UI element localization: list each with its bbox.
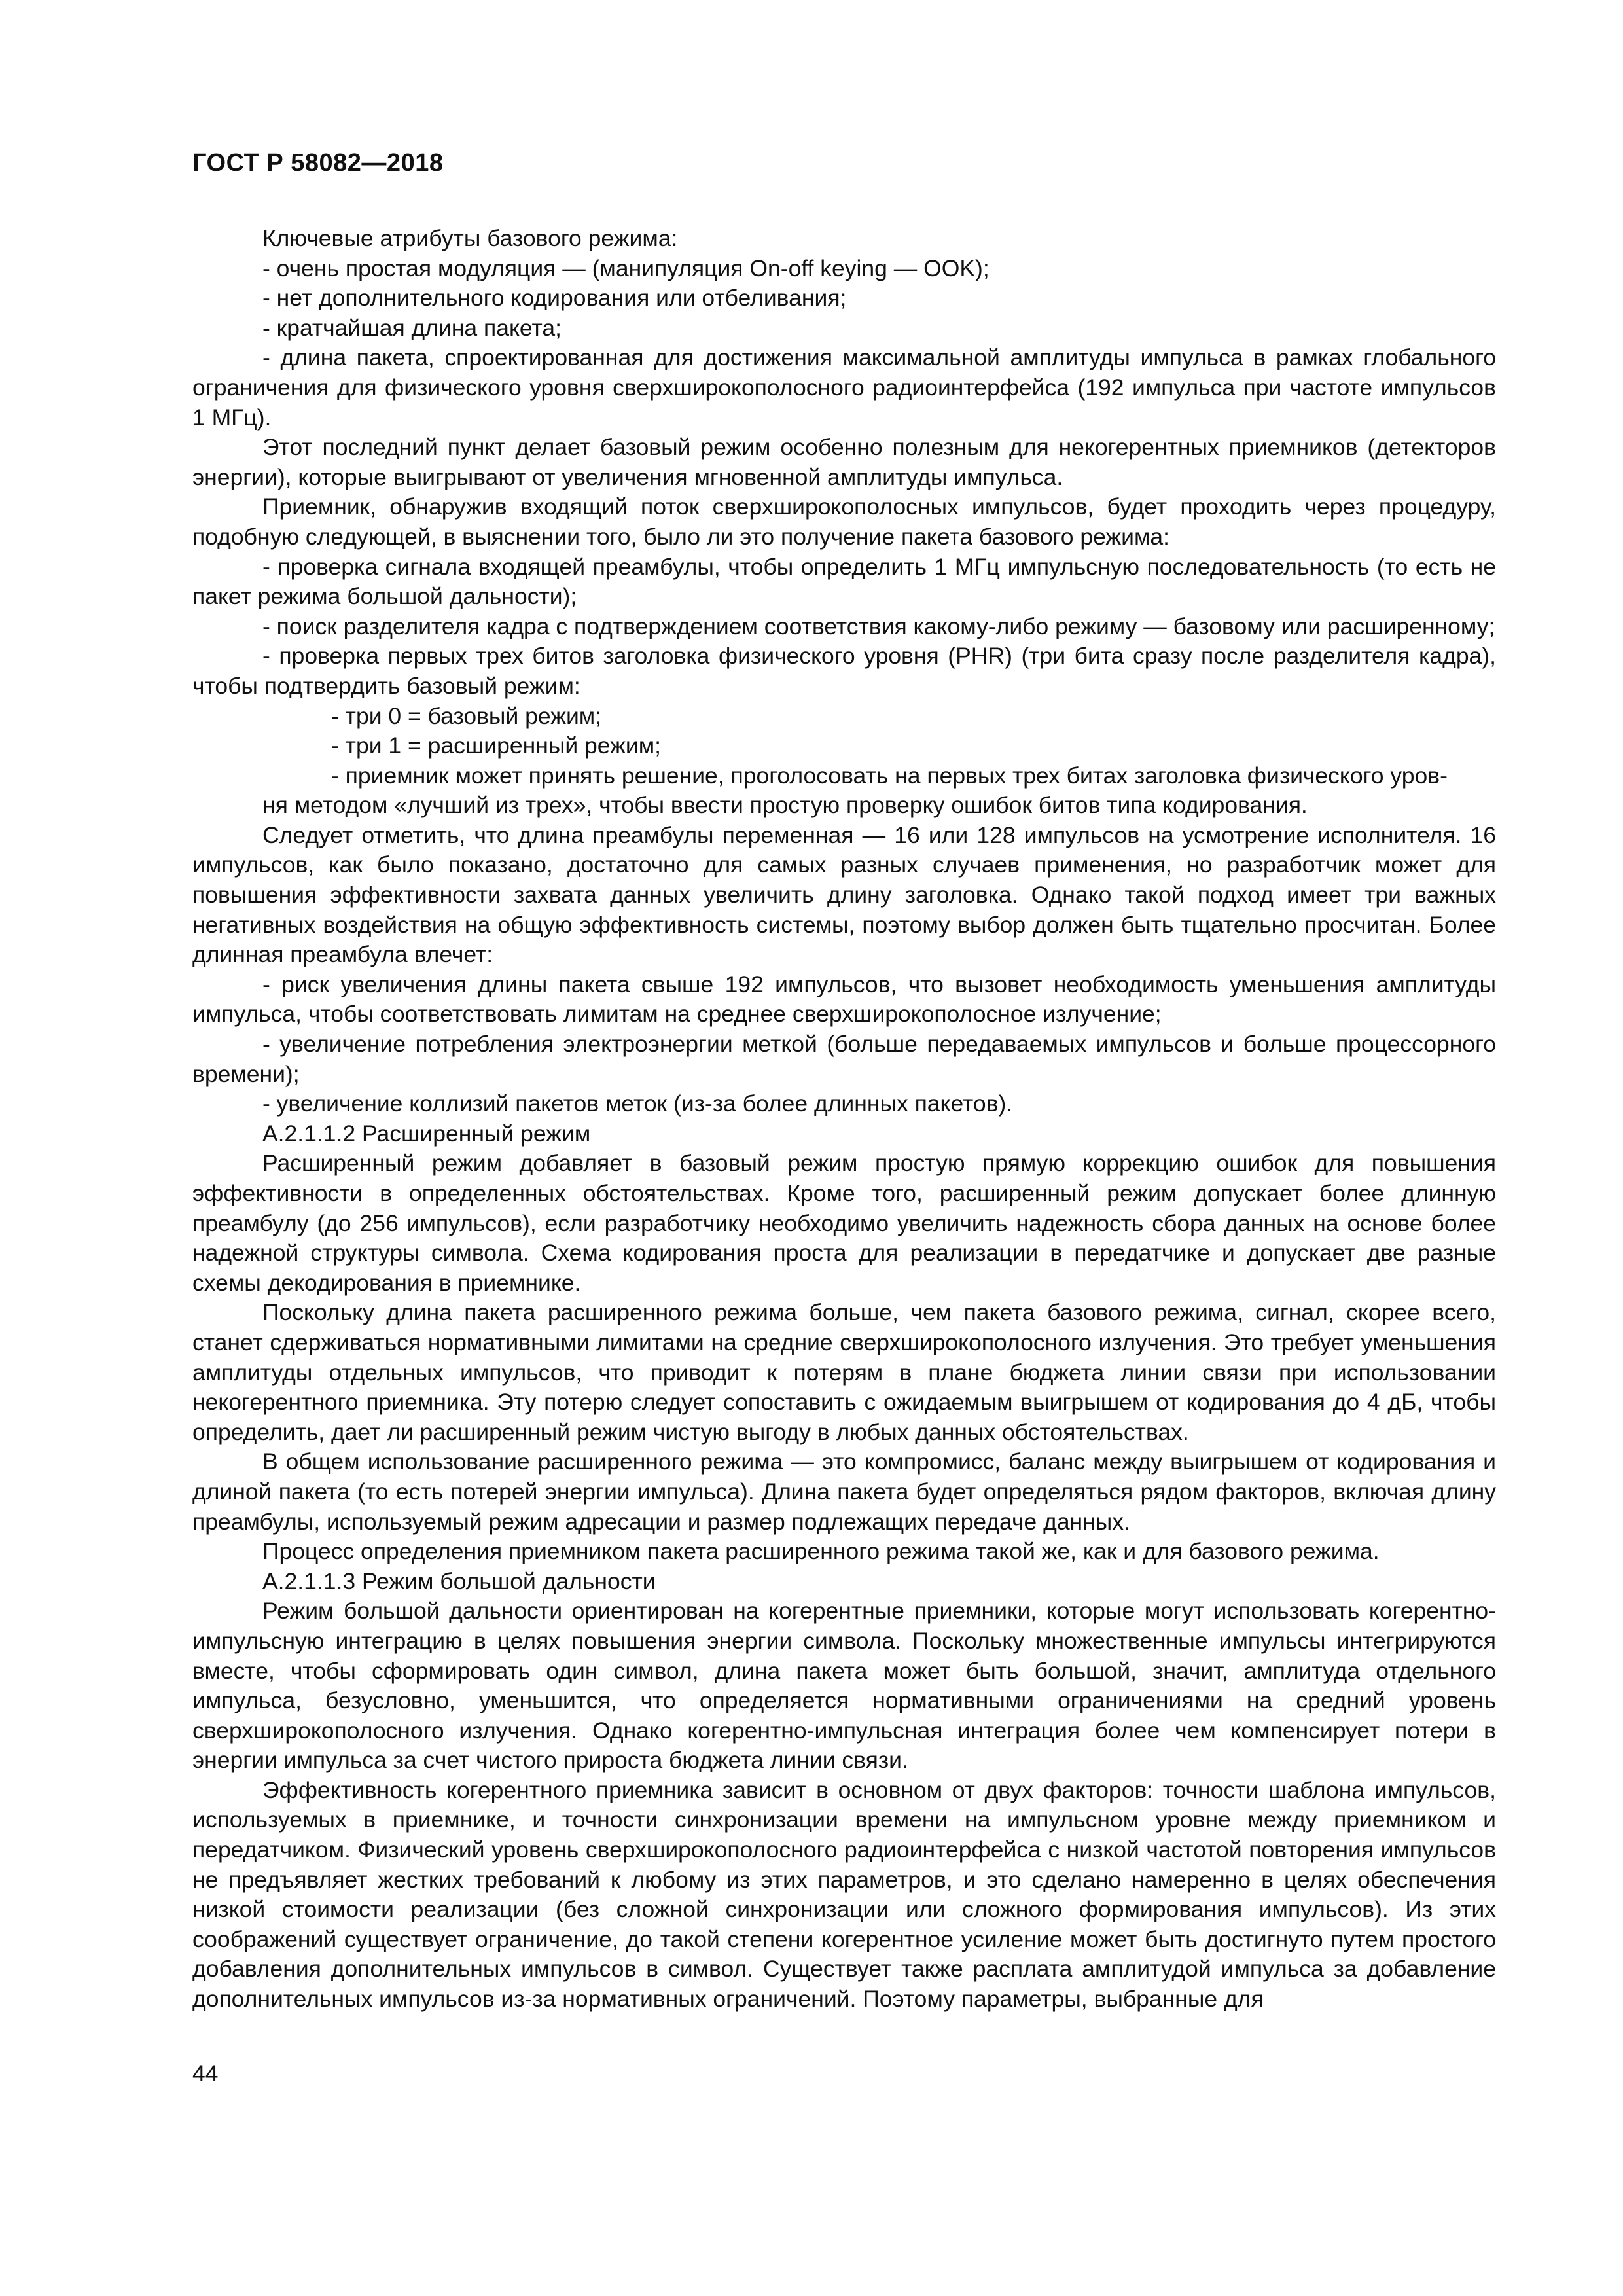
paragraph: Поскольку длина пакета расширенного режима больше, чем пакета базового режима, сигнал, скорее всего, станет сдерживаться нормативными лимитами на средние сверхширокополосного излучения. Это требует уменьшения амплитуды отдельных импульсов, что приводит к потерям в плане бюджета линии связи при использовании некогерентного приемника. Эту потерю следует сопоставить с ожидаемым выигрышем от кодирования до 4 дБ, чтобы определить, дает ли расширенный режим чистую выгоду в любых данных обстоятельствах. — [192, 1299, 1496, 1445]
paragraph: Режим большой дальности ориентирован на когерентные приемники, которые могут использовать когерентно-импульсную интеграцию в целях повышения энергии символа. Поскольку множественные импульсы интегрируются вместе, чтобы сформировать один символ, длина пакета может быть большой, значит, амплитуда отдельного импульса, безусловно, уменьшится, что определяется нормативными ограничениями на средний уровень сверхширокополосного излучения. Однако когерентно-импульсная интеграция более чем компенсирует потери в энергии импульса за счет чистого прироста бюджета линии связи. — [192, 1598, 1496, 1774]
list-item: - увеличение коллизий пакетов меток (из-за более длинных пакетов). — [262, 1090, 1013, 1117]
section-heading: А.2.1.1.3 Режим большой дальности — [262, 1568, 656, 1594]
list-item: - длина пакета, спроектированная для достижения максимальной амплитуды импульса в рамках глобального ограничения для физического уровня сверхширокополосного радиоинтерфейса (192 импульса при частоте импульсов 1 МГц). — [192, 344, 1496, 431]
page-number: 44 — [192, 2060, 219, 2087]
paragraph: Следует отметить, что длина преамбулы переменная — 16 или 128 импульсов на усмотрение исполнителя. 16 импульсов, как было показано, достаточно для самых разных случаев применения, но разработчик может для повышения эффективности захвата данных увеличить длину заголовка. Однако такой подход имеет три важных негативных воздействия на общую эффективность системы, поэтому выбор должен быть тщательно просчитан. Более длинная преамбула влечет: — [192, 821, 1496, 968]
document-body — [192, 224, 1496, 2015]
paragraph: Приемник, обнаружив входящий поток сверхширокополосных импульсов, будет проходить через процедуру, подобную следующей, в выяснении того, было ли это получение пакета базового режима: — [192, 493, 1496, 550]
paragraph: Расширенный режим добавляет в базовый режим простую прямую коррекцию ошибок для повышения эффективности в определенных обстоятельствах. Кроме того, расширенный режим допускает более длинную преамбулу (до 256 импульсов), если разработчику необходимо увеличить надежность сбора данных на основе более надежной структуры символа. Схема кодирования проста для реализации в передатчике и допускает две разные схемы декодирования в приемнике. — [192, 1150, 1496, 1296]
list-item: - риск увеличения длины пакета свыше 192 импульсов, что вызовет необходимость уменьшения амплитуды импульса, чтобы соответствовать лимитам на среднее сверхширокополосное излучение; — [192, 971, 1496, 1028]
paragraph: Эффективность когерентного приемника зависит в основном от двух факторов: точности шаблона импульсов, используемых в приемнике, и точности синхронизации времени на импульсном уровне между приемником и передатчиком. Физический уровень сверхширокополосного радиоинтерфейса с низкой частотой повторения импульсов не предъявляет жестких требований к любому из этих параметров, и это сделано намеренно в целях обеспечения низкой стоимости реализации (без сложной синхронизации или сложного формирования импульсов). Из этих соображений существует ограничение, до такой степени когерентное усиление может быть достигнуто путем простого добавления дополнительных импульсов в символ. Существует также расплата амплитудой импульса за добавление дополнительных импульсов из-за нормативных ограничений. Поэтому параметры, выбранные для — [192, 1776, 1496, 2013]
list-item: - кратчайшая длина пакета; — [262, 314, 562, 341]
paragraph: Этот последний пункт делает базовый режим особенно полезным для некогерентных приемников (детекторов энергии), которые выигрывают от увеличения мгновенной амплитуды импульса. — [192, 434, 1496, 490]
sub-list-item: - три 1 = расширенный режим; — [331, 732, 661, 759]
list-item: - проверка первых трех битов заголовка физического уровня (PHR) (три бита сразу после разделителя кадра), чтобы подтвердить базовый режим: — [192, 643, 1496, 699]
sub-list-item: - приемник может принять решение, проголосовать на первых трех битах заголовка физического уров- — [331, 762, 1448, 789]
document-code-header: ГОСТ Р 58082—2018 — [192, 149, 444, 177]
sub-list-item: - три 0 = базовый режим; — [331, 702, 602, 729]
paragraph: Процесс определения приемником пакета расширенного режима такой же, как и для базового режима. — [262, 1538, 1380, 1565]
list-item: - нет дополнительного кодирования или отбеливания; — [262, 285, 847, 312]
section-heading: А.2.1.1.2 Расширенный режим — [262, 1120, 591, 1147]
paragraph: Ключевые атрибуты базового режима: — [262, 225, 678, 251]
list-item: - очень простая модуляция — (манипуляция On-off keying — OOK); — [262, 255, 990, 281]
list-item: - поиск разделителя кадра с подтверждением соответствия какому-либо режиму — базовому или расширенному; — [262, 613, 1495, 639]
list-item: - увеличение потребления электроэнергии меткой (больше передаваемых импульсов и больше процессорного времени); — [192, 1031, 1496, 1087]
list-item: - проверка сигнала входящей преамбулы, чтобы определить 1 МГц импульсную последовательность (то есть не пакет режима большой дальности); — [192, 553, 1496, 610]
paragraph: В общем использование расширенного режима — это компромисс, баланс между выигрышем от кодирования и длиной пакета (то есть потерей энергии импульса). Длина пакета будет определяться рядом факторов, включая длину преамбулы, используемый режим адресации и размер подлежащих передаче данных. — [192, 1448, 1496, 1535]
sub-list-item-continuation: ня методом «лучший из трех», чтобы ввести простую проверку ошибок битов типа кодирования. — [262, 792, 1308, 819]
